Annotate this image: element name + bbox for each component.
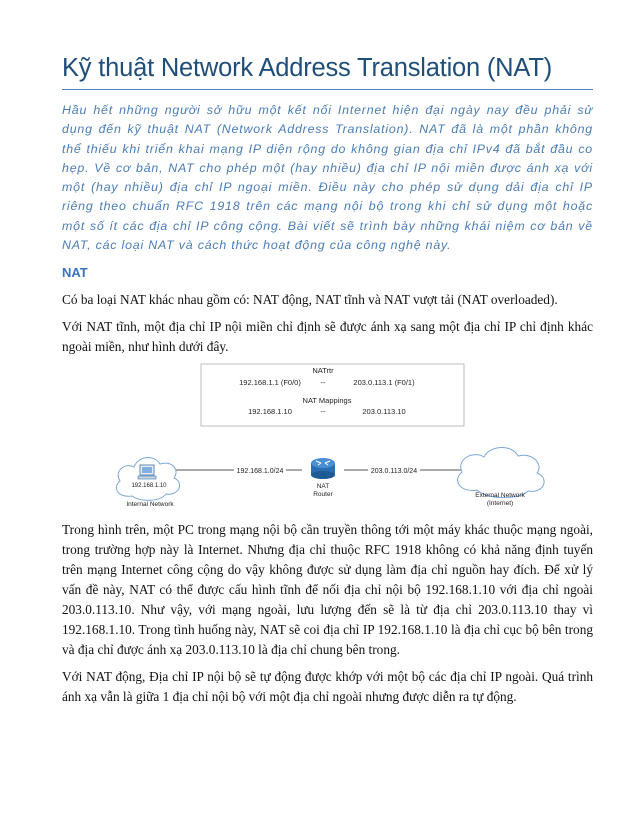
- external-link-label: 203.0.113.0/24: [370, 468, 418, 476]
- intro-paragraph: Hầu hết những người sở hữu một kết nối Internet hiện đại ngày nay đều phải sử dụng đến kỹ thuật NAT (Network Address Translation). NAT đã là một phần không thể thiếu khi triển khai mạng IP diện rộng do không gian địa chỉ IPv4 đã bắt đầu co hẹp. Về cơ bản, NAT cho phép một (hay nhiều) địa chỉ IP nội miền được ánh xạ với một (hay nhiều) địa chỉ IP ngoại miền. Điều này cho phép sử dụng dải địa chỉ IP riêng theo chuẩn RFC 1918 trên các mạng nội bộ trong khi chỉ sử dụng một hoặc một số ít các địa chỉ IP công cộng. Bài viết sẽ trình bày những khái niệm cơ bản về NAT, các loại NAT và cách thức hoạt động của công nghệ này.: [62, 103, 593, 253]
- external-network-sublabel: (Internet): [486, 500, 514, 508]
- paragraph-dynamic-nat: Với NAT động, Địa chỉ IP nội bộ sẽ tự động được khớp với một bộ các địa chỉ IP ngoài. Quá trình ánh xạ vẫn là giữa 1 địa chỉ nội bộ với một địa chỉ ngoài nhưng được diễn ra tự động.: [62, 669, 593, 705]
- nat-diagram: [62, 360, 593, 510]
- external-network-label: External Network: [475, 492, 525, 500]
- page-title: Kỹ thuật Network Address Translation (NAT): [62, 54, 552, 82]
- paragraph-static-nat: Với NAT tĩnh, một địa chỉ IP nội miền chỉ định sẽ được ánh xạ sang một địa chỉ IP chỉ định khác ngoài miền, như hình dưới đây.: [62, 319, 593, 355]
- section-heading: NAT: [62, 265, 88, 281]
- nat-diagram-svg: [62, 360, 593, 510]
- nat-row2-left: 192.168.1.10: [248, 407, 292, 417]
- nat-row1-left: 192.168.1.1 (F0/0): [239, 378, 301, 388]
- pc-ip-label: 192.168.1.10: [131, 483, 167, 490]
- title-rule: [62, 89, 593, 90]
- document-page: [62, 50, 593, 707]
- router-icon: [311, 458, 335, 479]
- paragraph-figure-explanation: Trong hình trên, một PC trong mạng nội bộ cần truyền thông tới một máy khác thuộc mạng ngoài, trong trường hợp này là Internet. Nhưng địa chỉ thuộc RFC 1918 không có khả năng định tuyến trên mạng Internet công cộng do vậy không được sử dụng làm địa chỉ nguồn hay đích. Để xử lý vấn đề này, NAT có thể được cấu hình tĩnh để nối địa chỉ nội bộ 192.168.1.10 với địa chỉ ngoài 203.0.113.10. Như vậy, với mạng ngoài, lưu lượng đến sẽ là từ địa chỉ 203.0.113.10 thay vì 192.168.1.10. Trong tình huống này, NAT sẽ coi địa chỉ IP 192.168.1.10 là địa chỉ cục bộ bên trong và địa chỉ được ánh xạ 203.0.113.10 là địa chỉ chung bên trong.: [62, 522, 593, 658]
- pc-icon: [138, 465, 156, 479]
- nat-row1-right: 203.0.113.1 (F0/1): [353, 378, 415, 388]
- nat-row1-sep: --: [320, 378, 326, 388]
- router-label-router: Router: [313, 491, 333, 499]
- external-network-cloud-icon: [458, 448, 544, 498]
- internal-network-label: Internal Network: [126, 501, 174, 509]
- nat-mappings-title: NAT Mappings: [302, 396, 352, 406]
- nat-row2-right: 203.0.113.10: [362, 407, 406, 417]
- nat-table-title: NATrtr: [312, 366, 334, 376]
- internal-link-label: 192.168.1.0/24: [236, 468, 284, 476]
- nat-row2-sep: --: [320, 407, 326, 417]
- router-label-nat: NAT: [316, 483, 330, 491]
- paragraph-nat-types: Có ba loại NAT khác nhau gồm có: NAT động, NAT tĩnh và NAT vượt tải (NAT overloaded).: [62, 292, 558, 308]
